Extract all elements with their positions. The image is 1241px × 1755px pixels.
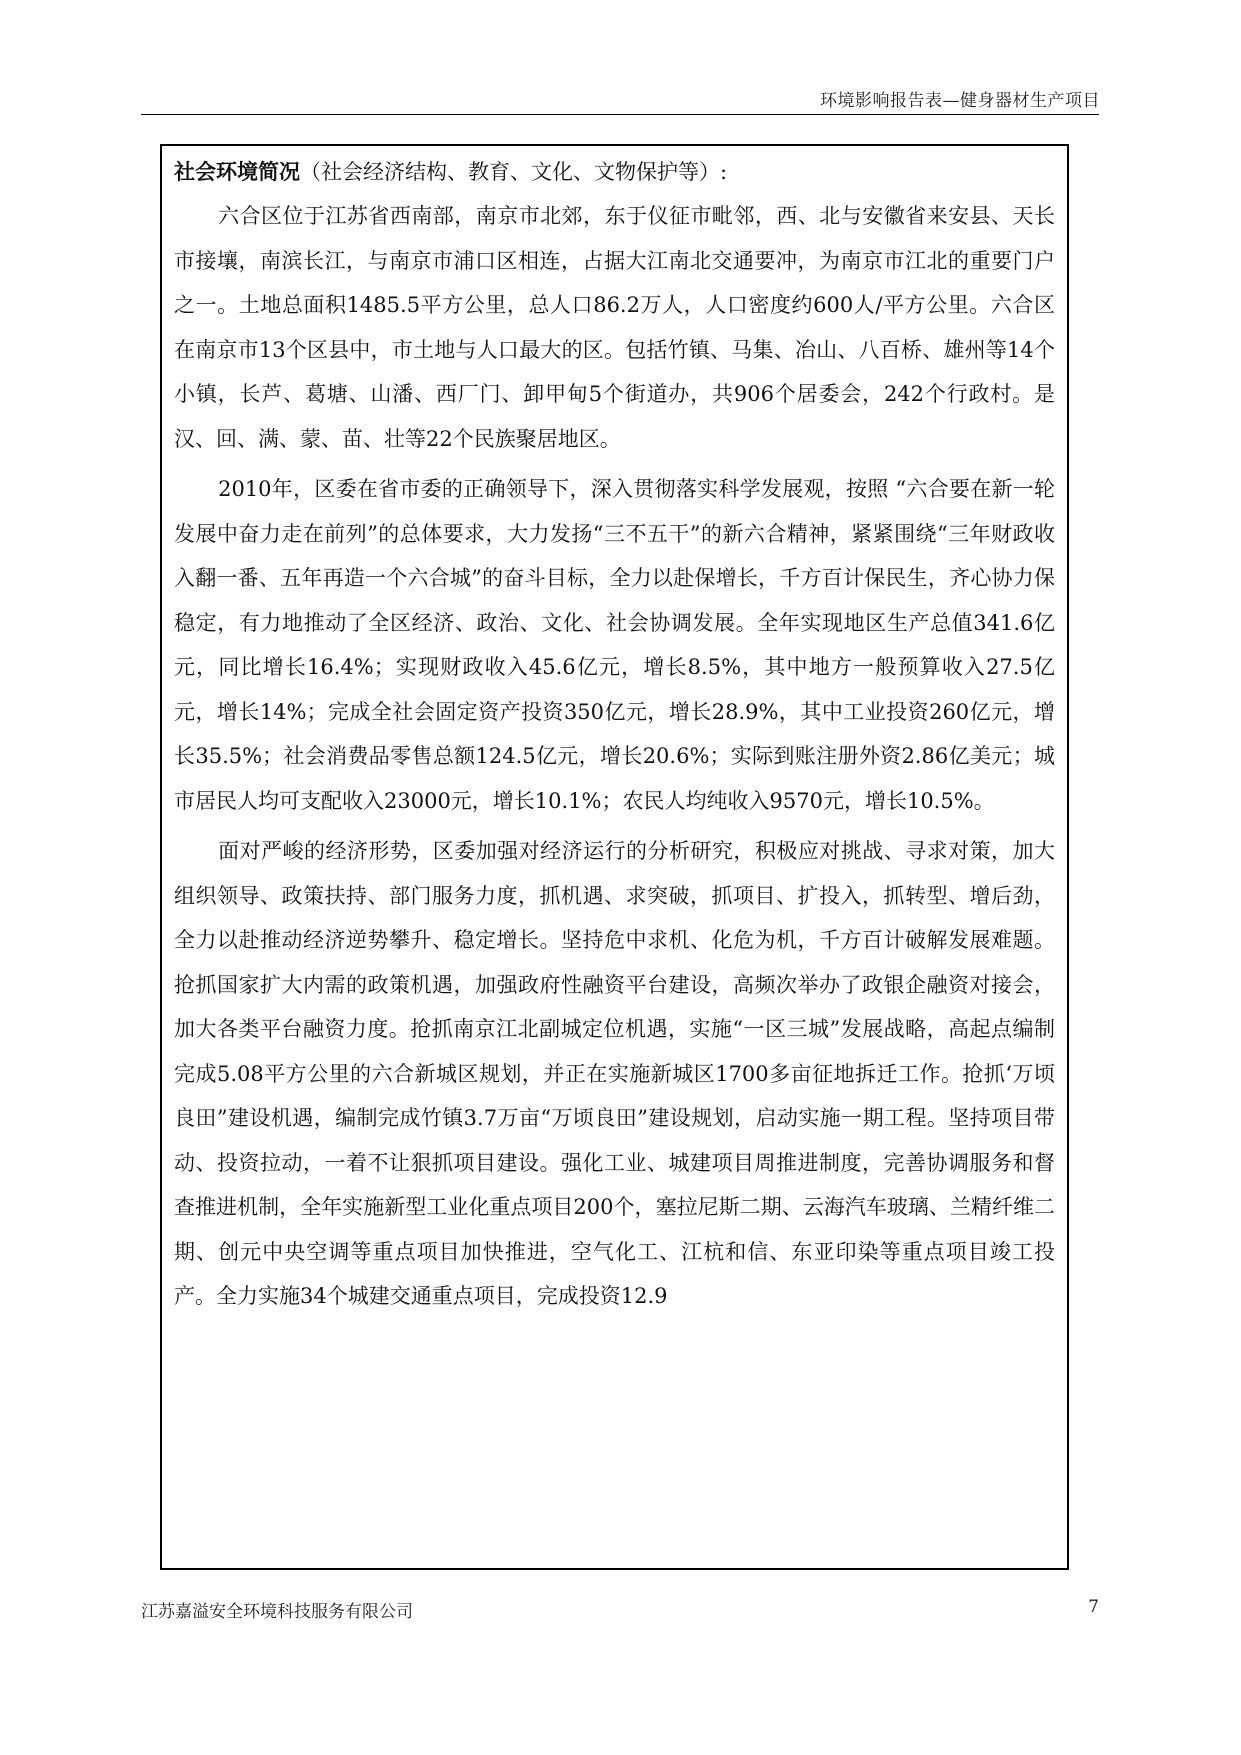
content-frame — [160, 144, 1069, 1570]
paragraph-economy-2010: 2010年，区委在省市委的正确领导下，深入贯彻落实科学发展观，按照 “六合要在新一轮发展中奋力走在前列”的总体要求，大力发扬“三不五干”的新六合精神，紧紧围绕“三年财政收入翻一番、五年再造一个六合城”的奋斗目标，全力以赴保增长，千方百计保民生，齐心协力保稳定，有力地推动了全区经济、政治、文化、社会协调发展。全年实现地区生产总值341.6亿元，同比增长16.4%；实现财政收入45.6亿元，增长8.5%，其中地方一般预算收入27.5亿元，增长14%；完成全社会固定资产投资350亿元，增长28.9%，其中工业投资260亿元，增长35.5%；社会消费品零售总额124.5亿元，增长20.6%；实际到账注册外资2.86亿美元；城市居民人均可支配收入23000元，增长10.1%；农民人均纯收入9570元，增长10.5%。 — [174, 477, 1055, 813]
paragraph-economic-measures: 面对严峻的经济形势，区委加强对经济运行的分析研究，积极应对挑战、寻求对策，加大组织领导、政策扶持、部门服务力度，抓机遇、求突破，抓项目、扩投入，抓转型、增后劲，全力以赴推动经济逆势攀升、稳定增长。坚持危中求机、化危为机，千方百计破解发展难题。抢抓国家扩大内需的政策机遇，加强政府性融资平台建设，高频次举办了政银企融资对接会，加大各类平台融资力度。抢抓南京江北副城定位机遇，实施“一区三城”发展战略，高起点编制完成5.08平方公里的六合新城区规划，并正在实施新城区1700多亩征地拆迁工作。抢抓‘万顷良田”建设机遇，编制完成竹镇3.7万亩“万顷良田”建设规划，启动实施一期工程。坚持项目带动、投资拉动，一着不让狠抓项目建设。强化工业、城建项目周推进制度，完善协调服务和督查推进机制，全年实施新型工业化重点项目200个，塞拉尼斯二期、云海汽车玻璃、兰精纤维二期、创元中央空调等重点项目加快推进，空气化工、江杭和信、东亚印染等重点项目竣工投产。全力实施34个城建交通重点项目，完成投资12.9 — [174, 839, 1055, 1308]
header-divider — [141, 114, 1099, 115]
footer-company-name: 江苏嘉溢安全环境科技服务有限公司 — [141, 1602, 413, 1622]
paragraph-geography: 六合区位于江苏省西南部，南京市北郊，东于仪征市毗邻，西、北与安徽省来安县、天长市接壤，南滨长江，与南京市浦口区相连，占据大江南北交通要冲，为南京市江北的重要门户之一。土地总面积1485.5平方公里，总人口86.2万人，人口密度约600人/平方公里。六合区在南京市13个区县中，市土地与人口最大的区。包括竹镇、马集、冶山、八百桥、雄州等14个小镇，长芦、葛塘、山潘、西厂门、卸甲甸5个街道办，共906个居委会，242个行政村。是汉、回、满、蒙、苗、壮等22个民族聚居地区。 — [174, 204, 1055, 451]
section-heading-title: 社会环境简况 — [174, 159, 300, 184]
footer-page-number: 7 — [1088, 1597, 1099, 1617]
section-heading — [174, 150, 1055, 194]
page-header-title: 环境影响报告表—健身器材生产项目 — [820, 91, 1100, 111]
section-heading-subtitle: （社会经济结构、教育、文化、文物保护等）: — [300, 160, 728, 184]
